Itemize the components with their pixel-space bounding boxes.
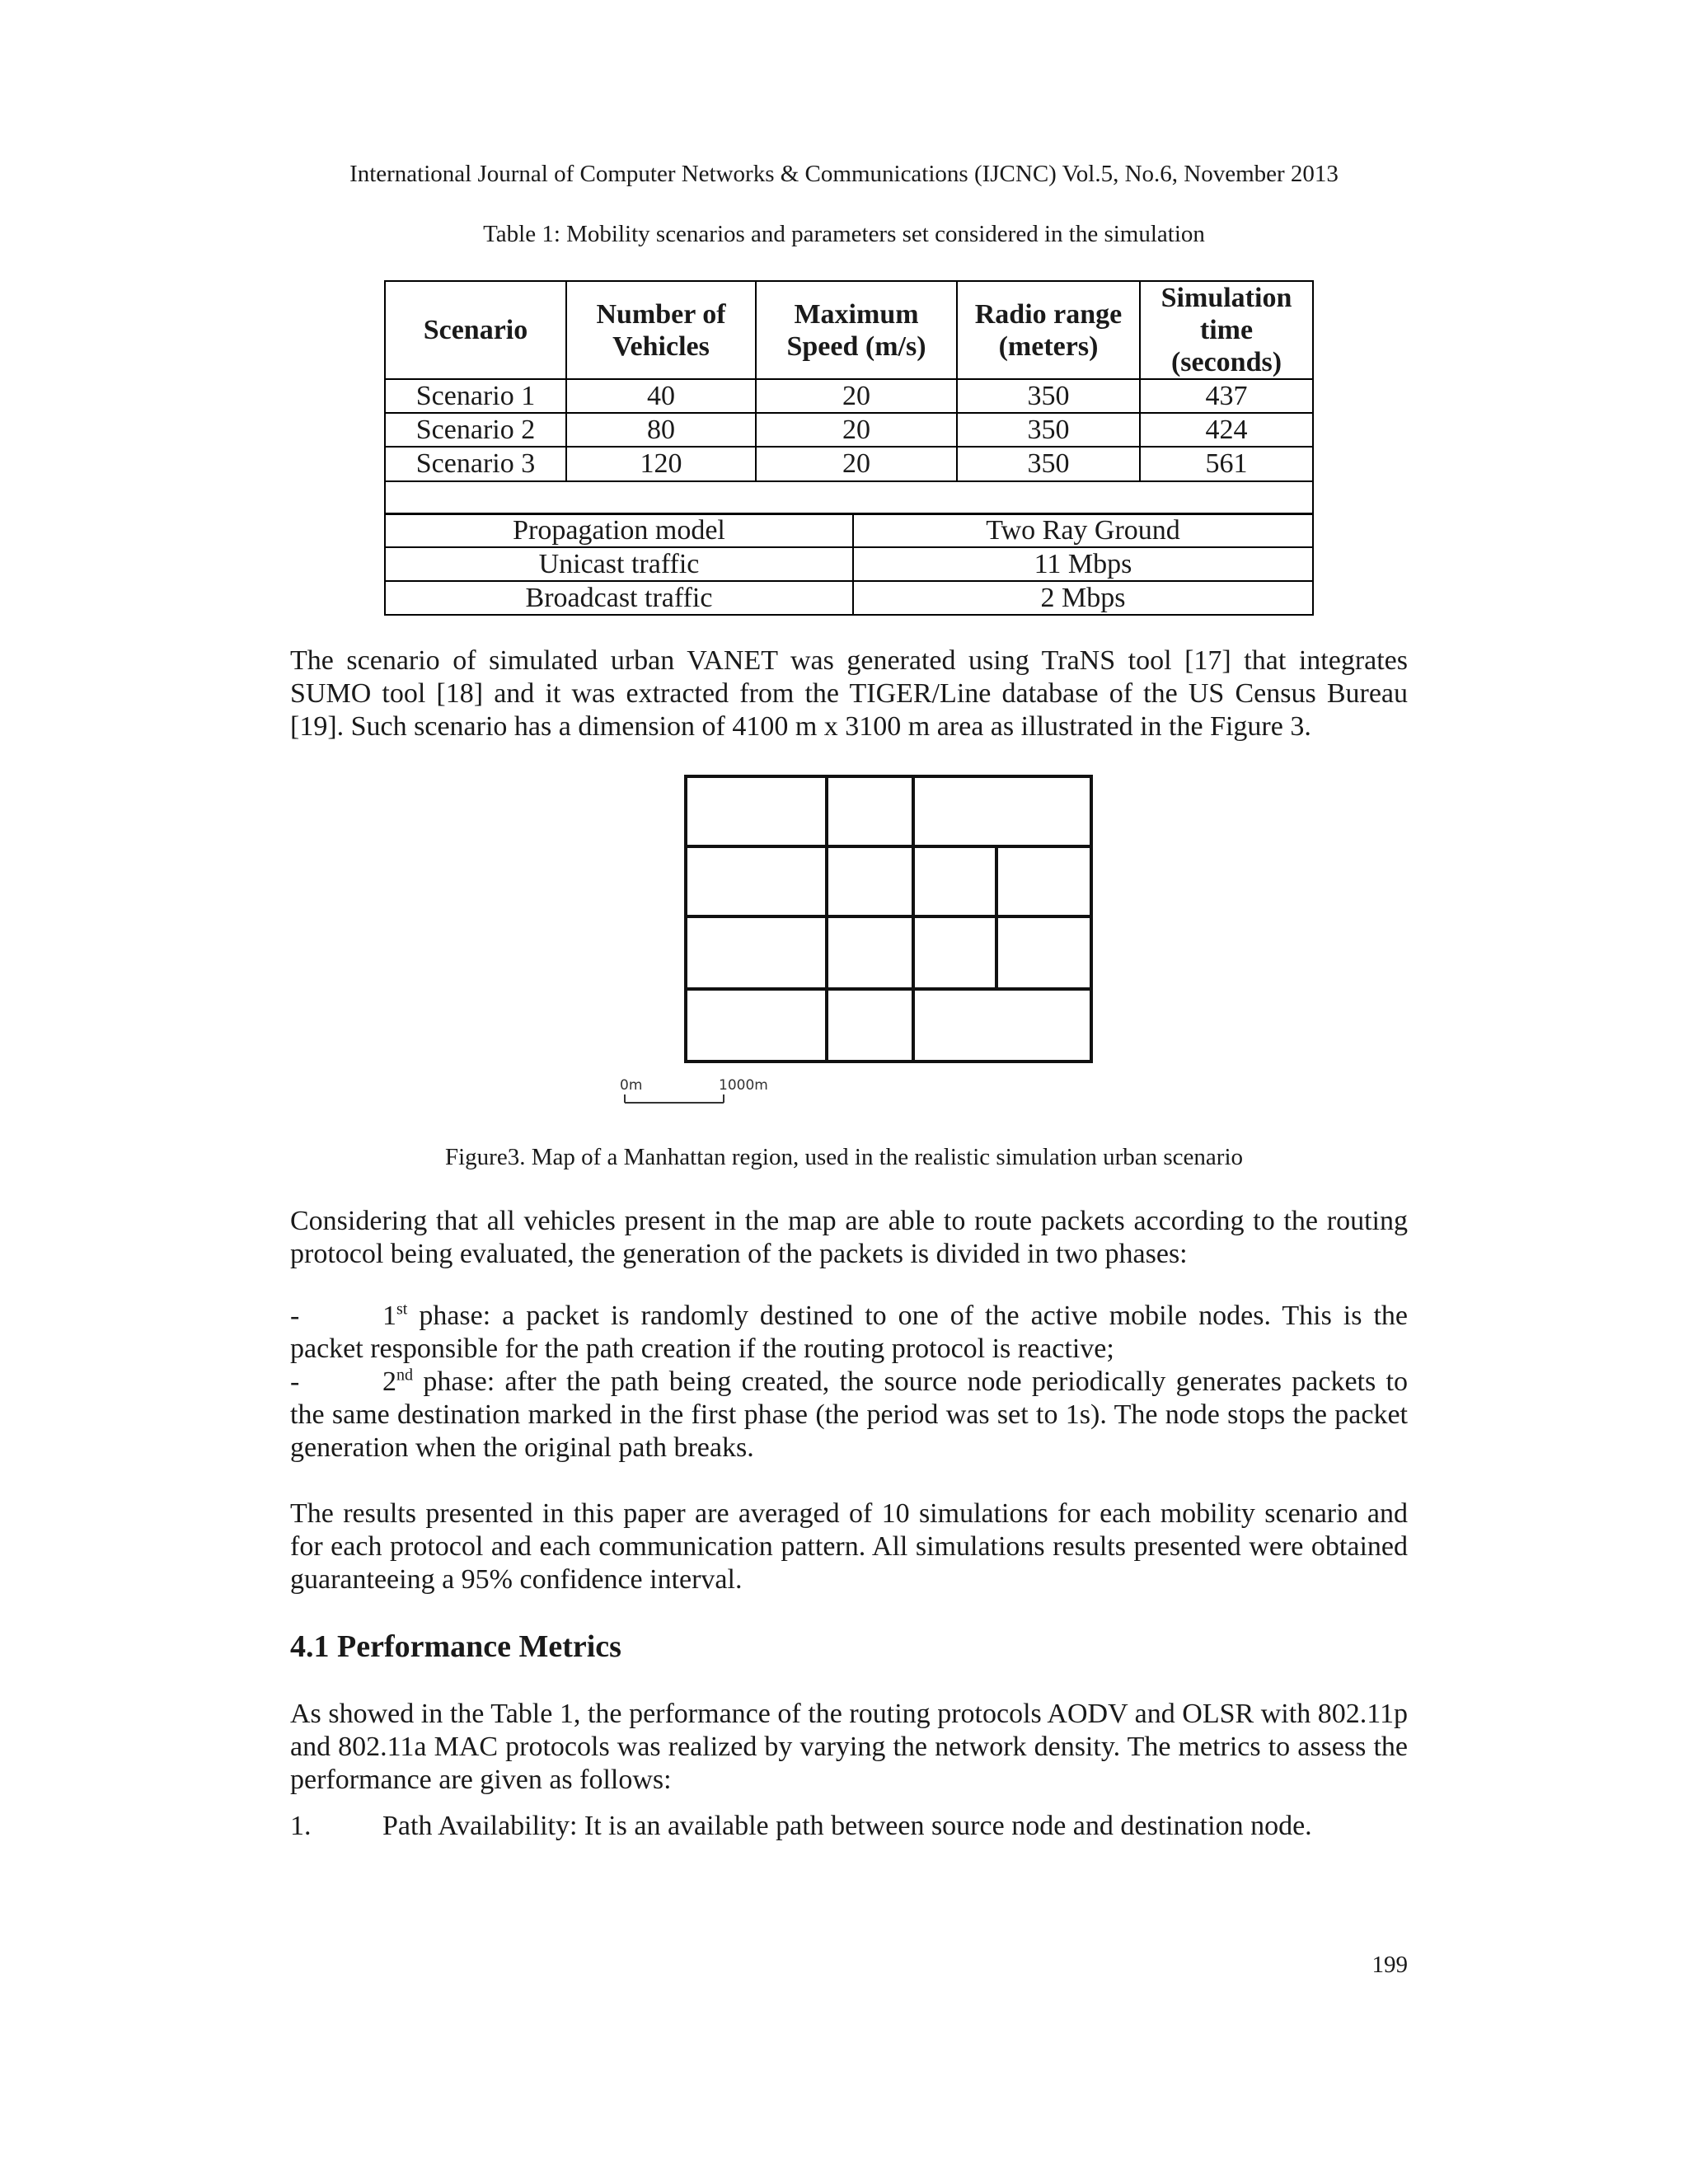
item-text: Path Availability: It is an available path between source node and destination node. — [382, 1811, 1312, 1841]
bullet-ordinal: 1 — [382, 1301, 396, 1331]
table-row — [385, 547, 1313, 581]
header-simulation-time: Simulation time (seconds) — [1140, 281, 1313, 379]
bullet-text: phase: after the path being created, the source node periodically generates packets to the same destination marked in the first phase (the period was set to 1s). The node stops the packet generation when the original path breaks. — [290, 1366, 1408, 1463]
section-heading: 4.1 Performance Metrics — [290, 1629, 621, 1664]
header-scenario: Scenario — [385, 281, 566, 379]
cell: 561 — [1140, 447, 1313, 480]
cell: Broadcast traffic — [385, 581, 853, 615]
cell: Two Ray Ground — [853, 513, 1313, 547]
journal-header: International Journal of Computer Networks & Communications (IJCNC) Vol.5, No.6, November 2013 — [349, 161, 1339, 187]
mobility-table — [384, 280, 1314, 515]
bullet-ordinal-suffix: st — [396, 1300, 408, 1319]
cell: 437 — [1140, 379, 1313, 413]
numbered-item-1 — [290, 1810, 1408, 1843]
bullet-marker: - — [290, 1366, 300, 1397]
bullet-phase-1 — [290, 1300, 1408, 1366]
table-caption: Table 1: Mobility scenarios and parameters set considered in the simulation — [483, 221, 1205, 247]
table-header-row — [385, 281, 1313, 379]
cell: Scenario 3 — [385, 447, 566, 480]
cell: 20 — [756, 413, 957, 447]
paragraph-generation: Considering that all vehicles present in the map are able to route packets according to the routing protocol being evaluated, the generation of the packets is divided in two phases: — [290, 1206, 1408, 1269]
cell: 20 — [756, 379, 957, 413]
cell: Unicast traffic — [385, 547, 853, 581]
header-radio-range: Radio range (meters) — [957, 281, 1140, 379]
cell: 11 Mbps — [853, 547, 1313, 581]
bullet-ordinal: 2 — [382, 1366, 396, 1397]
cell: 350 — [957, 447, 1140, 480]
parameters-table — [384, 513, 1314, 616]
bullet-text: phase: a packet is randomly destined to one of the active mobile nodes. This is the packet responsible for the path creation if the routing protocol is reactive; — [290, 1301, 1408, 1364]
header-vehicles: Number of Vehicles — [566, 281, 756, 379]
table-row — [385, 379, 1313, 413]
table-spacer-row — [385, 481, 1313, 514]
cell: 2 Mbps — [853, 581, 1313, 615]
empty-cell — [385, 481, 1313, 514]
page-number: 199 — [1372, 1952, 1408, 1978]
scale-label-start: 0m — [620, 1077, 643, 1094]
table-row — [385, 581, 1313, 615]
paragraph-scenario: The scenario of simulated urban VANET was generated using TraNS tool [17] that integrates SUMO tool [18] and it was extracted from the TIGER/Line database of the US Census Bureau [19]. Such scenario has a dimension of 4100 m x 3100 m area as illustrated in the Figure 3. — [290, 645, 1408, 742]
bullet-ordinal-suffix: nd — [396, 1366, 413, 1385]
cell: 40 — [566, 379, 756, 413]
cell: Propagation model — [385, 513, 853, 547]
paragraph-metrics: As showed in the Table 1, the performance of the routing protocols AODV and OLSR with 802.11p and 802.11a MAC protocols was realized by varying the network density. The metrics to assess the performance are given as follows: — [290, 1699, 1408, 1795]
table-row — [385, 447, 1313, 480]
table-row — [385, 513, 1313, 547]
cell: 424 — [1140, 413, 1313, 447]
paragraph-results: The results presented in this paper are averaged of 10 simulations for each mobility scenario and for each protocol and each communication pattern. All simulations results presented were obtained guaranteeing a 95% confidence interval. — [290, 1498, 1408, 1595]
scale-label-end: 1000m — [719, 1077, 768, 1094]
cell: 20 — [756, 447, 957, 480]
cell: 350 — [957, 413, 1140, 447]
scale-bar — [625, 1094, 724, 1103]
header-speed: Maximum Speed (m/s) — [756, 281, 957, 379]
bullet-marker: - — [290, 1301, 300, 1331]
figure-caption: Figure3. Map of a Manhattan region, used in the realistic simulation urban scenario — [444, 1144, 1244, 1170]
manhattan-map-figure — [617, 775, 1111, 1121]
cell: 80 — [566, 413, 756, 447]
cell: 350 — [957, 379, 1140, 413]
map-border — [686, 776, 1091, 1062]
cell: 120 — [566, 447, 756, 480]
map-grid — [686, 776, 1091, 1062]
cell: Scenario 1 — [385, 379, 566, 413]
item-number: 1. — [290, 1811, 312, 1841]
table-row — [385, 413, 1313, 447]
cell: Scenario 2 — [385, 413, 566, 447]
bullet-phase-2 — [290, 1366, 1408, 1465]
